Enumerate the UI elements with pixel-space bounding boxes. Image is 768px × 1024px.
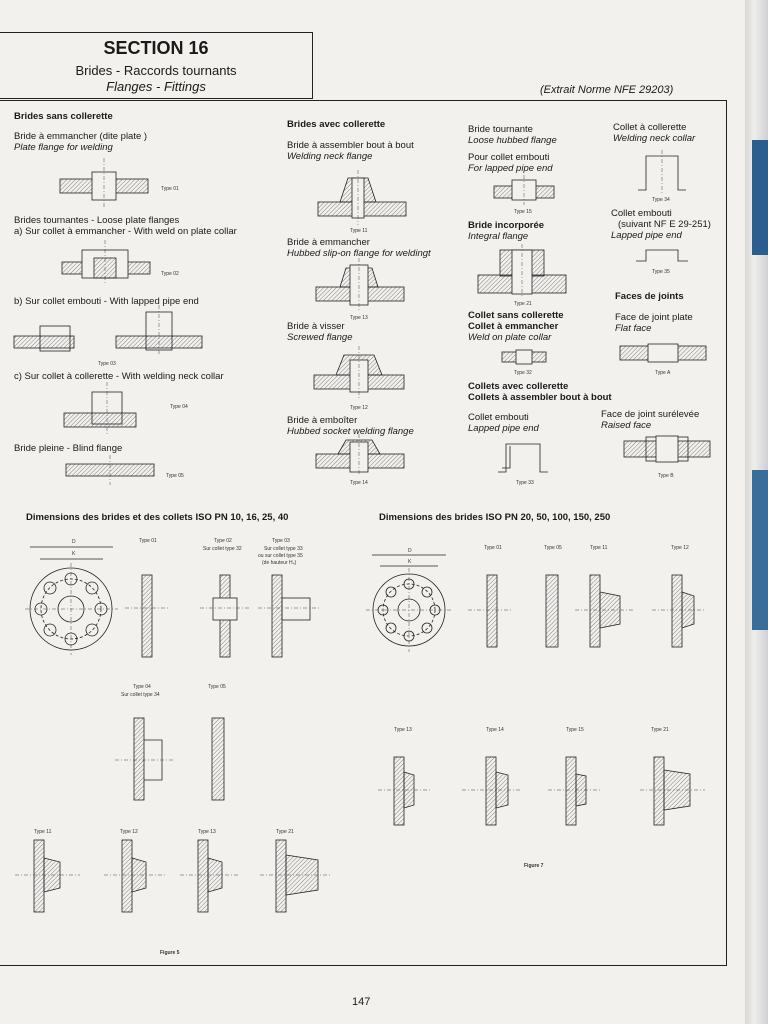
col1-b: a) Sur collet à emmancher - With weld on plate collar xyxy=(14,226,237,237)
figure5-label: Figure 5 xyxy=(160,950,180,956)
background-blue-strip-lower xyxy=(752,470,768,630)
dim-l-type02: Type 02 xyxy=(214,538,232,544)
col2-a-en: Welding neck flange xyxy=(287,151,373,162)
type02-label: Type 02 xyxy=(161,271,179,277)
drawing-type12 xyxy=(314,346,404,398)
col4-b2: (suivant NF E 29-251) xyxy=(618,219,711,230)
typeB-label: Type B xyxy=(658,473,674,479)
type05-label: Type 05 xyxy=(166,473,184,479)
drawing-flange-plan-right xyxy=(366,555,452,652)
col4-a-en: Welding neck collar xyxy=(613,133,696,144)
drawing-dim-r-type12 xyxy=(652,575,705,647)
drawing-dim-l-type03 xyxy=(258,575,320,657)
subtitle-english: Flanges - Fittings xyxy=(106,79,206,94)
dim-l-type03-sub1: Sur collet type 33 xyxy=(264,546,303,552)
dim-r-type11: Type 11 xyxy=(590,545,608,551)
col2-b-en: Hubbed slip-on flange for weldingt xyxy=(287,248,431,259)
col3-c-en: Integral flange xyxy=(468,231,529,242)
dim-r-D: D xyxy=(408,548,412,554)
type04-label: Type 04 xyxy=(170,404,188,410)
drawing-typeB xyxy=(624,436,710,462)
col2-c-en: Screwed flange xyxy=(287,332,353,343)
typeA-label: Type A xyxy=(655,370,671,376)
drawing-dim-r-type13 xyxy=(378,757,430,825)
drawing-type02 xyxy=(62,240,150,285)
norme-reference: (Extrait Norme NFE 29203) xyxy=(540,84,674,96)
drawing-dim-r-type01 xyxy=(468,575,512,647)
col3-e1: Collets avec collerette xyxy=(468,381,569,392)
dim-l-D: D xyxy=(72,539,76,545)
col1-e: Bride pleine - Blind flange xyxy=(14,443,123,454)
type13-label: Type 13 xyxy=(350,315,368,321)
dim-l-type04: Type 04 xyxy=(133,684,151,690)
dim-r-type13: Type 13 xyxy=(394,727,412,733)
drawing-dim-l-type01 xyxy=(125,575,170,657)
dims-right-title: Dimensions des brides ISO PN 20, 50, 100, 150, 250 xyxy=(379,512,611,523)
type03-label: Type 03 xyxy=(98,361,116,367)
dims-left-title: Dimensions des brides et des collets ISO PN 10, 16, 25, 40 xyxy=(26,512,289,523)
drawing-dim-r-type21 xyxy=(640,757,705,825)
col3-c-fr: Bride incorporée xyxy=(468,220,545,231)
drawing-dim-l-type05 xyxy=(212,718,224,800)
type12-label: Type 12 xyxy=(350,405,368,411)
col3-e2: Collets à assembler bout à bout xyxy=(468,392,612,403)
drawing-dim-l-type12 xyxy=(104,840,165,912)
dim-r-type05: Type 05 xyxy=(544,545,562,551)
drawing-type35 xyxy=(636,250,688,261)
dim-r-type14: Type 14 xyxy=(486,727,504,733)
page-number: 147 xyxy=(352,996,371,1008)
col3-d1: Collet sans collerette xyxy=(468,310,564,321)
dim-l-type02-sub: Sur collet type 32 xyxy=(203,546,242,552)
drawing-dim-r-type14 xyxy=(462,757,520,825)
drawing-type03 xyxy=(14,305,202,355)
drawing-type15 xyxy=(494,175,554,205)
type11-label: Type 11 xyxy=(350,228,368,234)
col4-d-fr: Face de joint surélevée xyxy=(601,409,700,420)
dim-l-type04-sub: Sur collet type 34 xyxy=(121,692,160,698)
drawing-type33 xyxy=(498,444,548,472)
dim-r-type15: Type 15 xyxy=(566,727,584,733)
col1-heading-loose: Brides tournantes - Loose plate flanges xyxy=(14,215,180,226)
type15-label: Type 15 xyxy=(514,209,532,215)
col4-b-fr: Collet embouti xyxy=(611,208,672,219)
dim-r-K: K xyxy=(408,559,412,565)
col1-a-fr: Bride à emmancher (dite plate ) xyxy=(14,131,148,142)
drawing-flange-plan-left xyxy=(25,547,118,655)
drawing-type05 xyxy=(66,455,154,485)
col2-b-fr: Bride à emmancher xyxy=(287,237,370,248)
col4-a-fr: Collet à collerette xyxy=(613,122,687,133)
col4-heading: Faces de joints xyxy=(615,291,684,302)
drawing-type34 xyxy=(638,150,686,195)
type34-label: Type 34 xyxy=(652,197,670,203)
col1-a-en: Plate flange for welding xyxy=(14,142,113,153)
col4-b-en: Lapped pipe end xyxy=(611,230,682,241)
figure7-label: Figure 7 xyxy=(524,863,544,869)
col3-a-en: Loose hubbed flange xyxy=(468,135,557,146)
col3-a-fr: Bride tournante xyxy=(468,124,533,135)
drawing-dim-r-type11 xyxy=(575,575,635,647)
drawing-dim-r-type15 xyxy=(548,757,600,825)
dim-r-type21: Type 21 xyxy=(651,727,669,733)
dim-r-type01: Type 01 xyxy=(484,545,502,551)
drawing-dim-l-type04 xyxy=(115,718,175,800)
drawing-dim-l-type02 xyxy=(200,575,250,657)
drawing-dim-l-type11 xyxy=(15,840,80,912)
col3-b-fr: Pour collet embouti xyxy=(468,152,550,163)
drawing-type01 xyxy=(60,158,148,208)
subtitle-french: Brides - Raccords tournants xyxy=(75,63,237,78)
dim-l-type01: Type 01 xyxy=(139,538,157,544)
col2-d-en: Hubbed socket welding flange xyxy=(287,426,414,437)
dim-l-type03-sub3: (de hauteur H₄) xyxy=(262,560,297,566)
col3-b-en: For lapped pipe end xyxy=(468,163,553,174)
col2-d-fr: Bride à emboîter xyxy=(287,415,358,426)
col4-c-en: Flat face xyxy=(615,323,652,334)
dim-l-type05: Type 05 xyxy=(208,684,226,690)
drawing-type11 xyxy=(318,170,406,225)
drawing-type14 xyxy=(316,434,404,476)
dim-l-K: K xyxy=(72,551,76,557)
drawing-dim-l-type21 xyxy=(260,840,330,912)
col3-d2: Collet à emmancher xyxy=(468,321,559,332)
col3-d-en: Weld on plate collar xyxy=(468,332,552,343)
type21-label: Type 21 xyxy=(514,301,532,307)
col1-heading: Brides sans collerette xyxy=(14,111,113,122)
type01-label: Type 01 xyxy=(161,186,179,192)
col3-f-en: Lapped pipe end xyxy=(468,423,539,434)
drawing-type13 xyxy=(316,258,404,310)
dim-l-type03-sub2: ou sur collet type 35 xyxy=(258,553,303,559)
col1-c: b) Sur collet embouti - With lapped pipe end xyxy=(14,296,199,307)
col3-f-fr: Collet embouti xyxy=(468,412,529,423)
drawing-dim-r-type05 xyxy=(546,575,558,647)
drawing-dim-l-type13 xyxy=(180,840,240,912)
drawing-type21 xyxy=(478,244,566,298)
dim-l-type12: Type 12 xyxy=(120,829,138,835)
type33-label: Type 33 xyxy=(516,480,534,486)
drawing-typeA xyxy=(620,344,706,362)
col4-c-fr: Face de joint plate xyxy=(615,312,693,323)
col2-heading: Brides avec collerette xyxy=(287,119,386,130)
dim-l-type03: Type 03 xyxy=(272,538,290,544)
col4-d-en: Raised face xyxy=(601,420,652,431)
type32-label: Type 32 xyxy=(514,370,532,376)
col2-c-fr: Bride à visser xyxy=(287,321,345,332)
col2-a-fr: Bride à assembler bout à bout xyxy=(287,140,414,151)
type35-label: Type 35 xyxy=(652,269,670,275)
dim-l-type21: Type 21 xyxy=(276,829,294,835)
section-title: SECTION 16 xyxy=(103,38,209,58)
dim-r-type12: Type 12 xyxy=(671,545,689,551)
dim-l-type13: Type 13 xyxy=(198,829,216,835)
drawing-type04 xyxy=(64,382,136,435)
drawing-type32 xyxy=(502,350,546,364)
background-blue-strip xyxy=(752,140,768,255)
col1-d: c) Sur collet à collerette - With welding neck collar xyxy=(14,371,224,382)
type14-label: Type 14 xyxy=(350,480,368,486)
dim-l-type11: Type 11 xyxy=(34,829,52,835)
